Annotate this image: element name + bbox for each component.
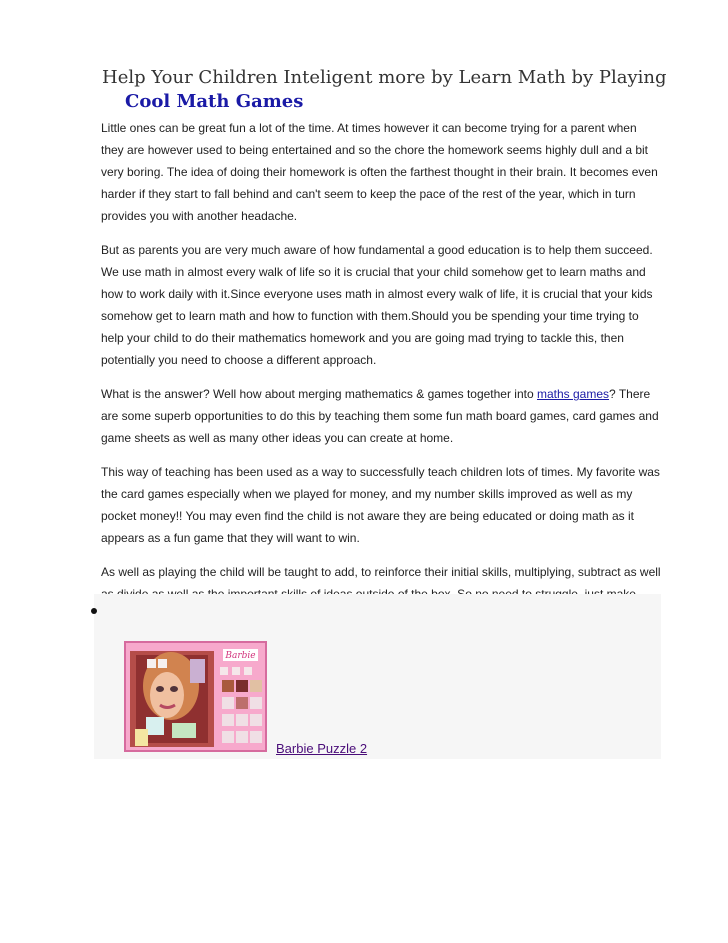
- barbie-puzzle-image: [124, 641, 267, 752]
- paragraph-4: This way of teaching has been used as a way to successfully teach children lots of times. My favorite was the card games especially when we played for money, and my number skills improved as well as my pocket money!! You may even find the child is not aware they are being educated or doing math as it appears as a fun game that they will want to win.: [101, 465, 660, 545]
- maths-games-link[interactable]: maths games: [537, 387, 610, 401]
- barbie-logo-text: Barbie: [225, 651, 256, 661]
- bullet-icon: [91, 608, 97, 614]
- barbie-puzzle-2-link[interactable]: Barbie Puzzle 2: [276, 741, 368, 756]
- article-body: [101, 117, 661, 639]
- paragraph-3-before-link: What is the answer? Well how about merging mathematics & games together into: [101, 387, 537, 401]
- title-text: Help Your Children Inteligent more by Learn Math by Playing: [102, 67, 667, 88]
- barbie-puzzle-thumbnail[interactable]: [124, 641, 267, 752]
- paragraph-3: [101, 383, 661, 449]
- paragraph-2: But as parents you are very much aware of how fundamental a good education is to help them succeed. We use math in almost every walk of life so it is crucial that your child somehow get to learn maths and how to work daily with it.Since everyone uses math in almost every walk of life, it is crucial that your kids somehow get to learn math and how to function with them.Should you be spending your time trying to help your child to do their mathematics homework and you are going mad trying to tackle this, then potentially you need to choose a different approach.: [101, 243, 653, 367]
- paragraph-5: As well as playing the child will be taught to add, to reinforce their initial skills, multiplying, subtract as well: [101, 565, 661, 579]
- paragraph-1: Little ones can be great fun a lot of the time. At times however it can become trying for a parent when they are however used to being entertained and so the chore the homework seems highly dull and a bit very boring. The idea of doing their homework is often the farthest thought in their brain. It becomes even harder if they start to fall behind and can't seem to keep the pace of the rest of the year, which in turn provides you with another headache.: [101, 121, 658, 223]
- cool-math-games-link[interactable]: Cool Math Games: [125, 91, 304, 112]
- paragraph-3-after-link: ? There are some superb opportunities to do this by teaching them some fun math board games, card games and game sheets as well as many other ideas you can create at home.: [101, 387, 659, 445]
- page-title: [102, 66, 702, 114]
